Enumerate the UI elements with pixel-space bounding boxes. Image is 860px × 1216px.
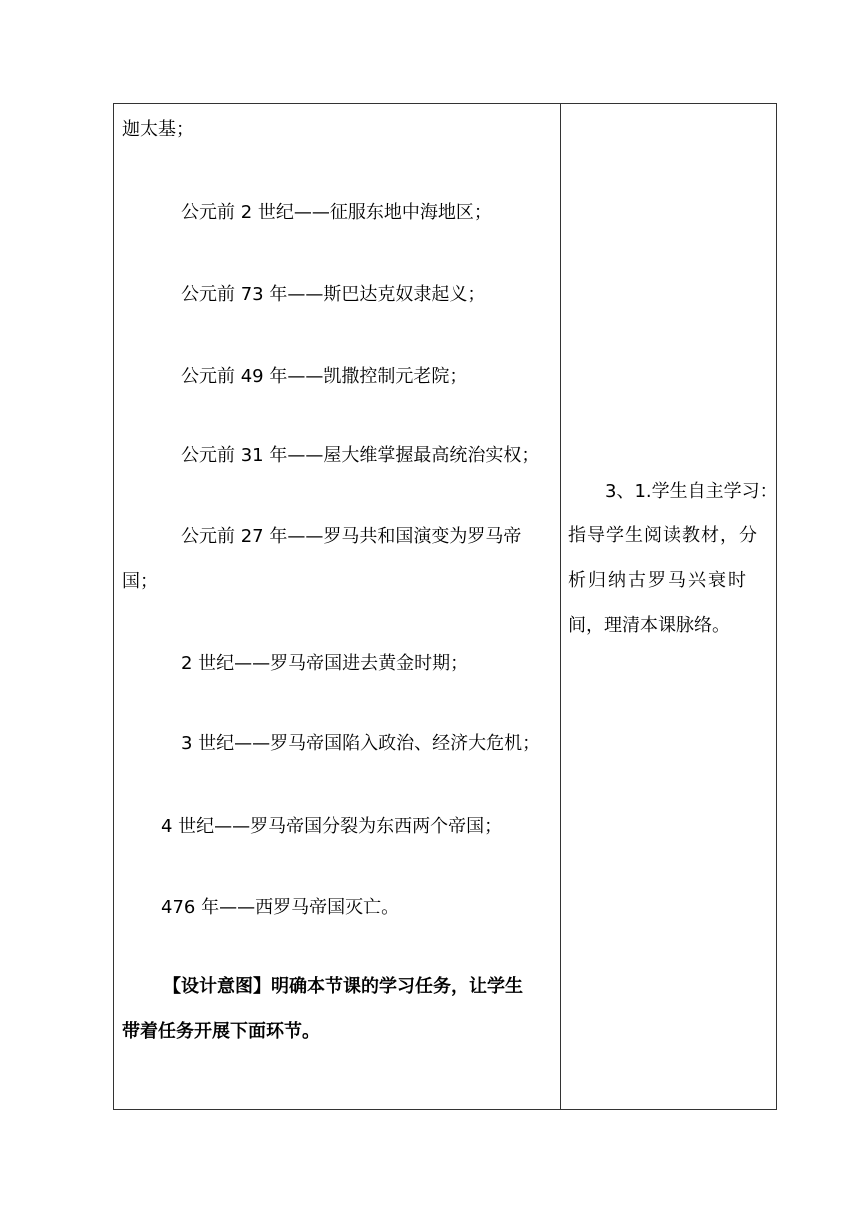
lesson-table <box>113 103 777 1110</box>
text-line: 公元前 31 年——屋大维掌握最高统治实权； <box>181 445 540 466</box>
design-intent-line: 【设计意图】明确本节课的学习任务，让学生 <box>163 976 523 997</box>
text-line: 476 年——西罗马帝国灭亡。 <box>161 897 400 918</box>
text-line: 公元前 2 世纪——征服东地中海地区； <box>181 202 492 223</box>
text-line: 公元前 73 年——斯巴达克奴隶起义； <box>181 284 486 305</box>
column-divider <box>560 104 561 1109</box>
design-intent-line: 带着任务开展下面环节。 <box>122 1021 320 1042</box>
text-line: 析归纳古罗马兴衰时 <box>568 570 748 591</box>
text-line: 3、1.学生自主学习： <box>605 481 778 502</box>
text-line: 公元前 27 年——罗马共和国演变为罗马帝 <box>181 526 522 547</box>
text-line: 迦太基； <box>122 119 194 140</box>
text-line: 4 世纪——罗马帝国分裂为东西两个帝国； <box>161 816 503 837</box>
text-line: 间，理清本课脉络。 <box>568 615 730 636</box>
text-line: 国； <box>122 571 158 592</box>
text-line: 公元前 49 年——凯撒控制元老院； <box>181 366 468 387</box>
text-line: 指导学生阅读教材，分 <box>568 525 758 546</box>
text-line: 2 世纪——罗马帝国进去黄金时期； <box>181 653 469 674</box>
text-line: 3 世纪——罗马帝国陷入政治、经济大危机； <box>181 733 541 754</box>
